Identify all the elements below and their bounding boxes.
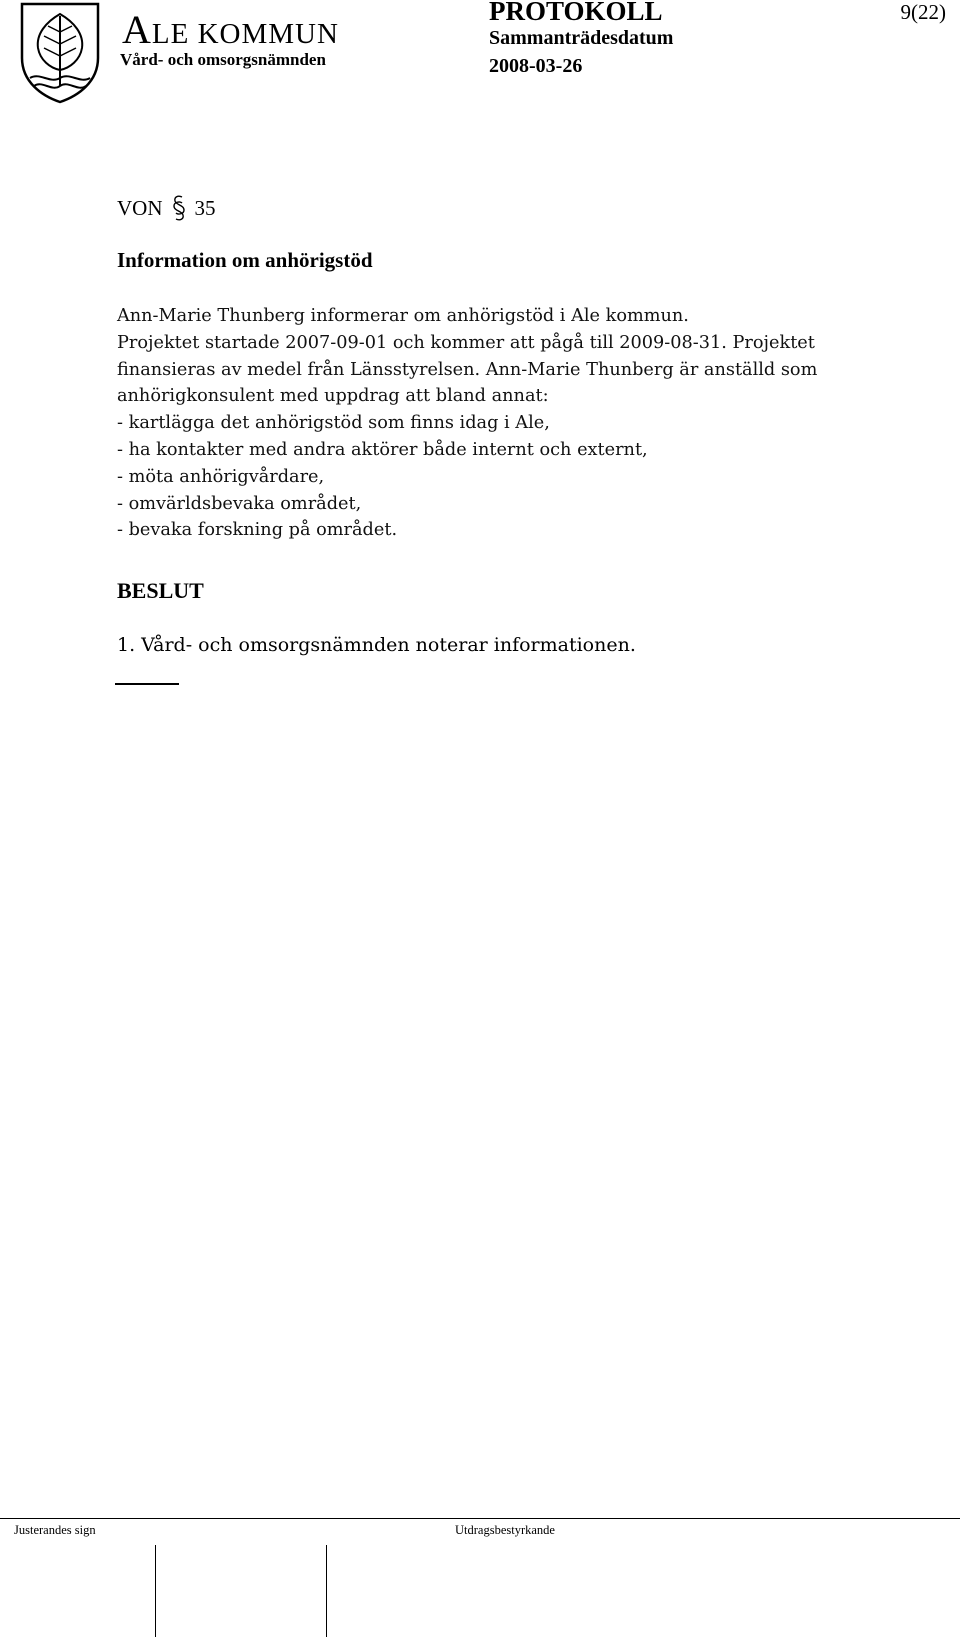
body-text: [117, 303, 877, 544]
signature-box-divider: [326, 1545, 327, 1637]
municipality-logo-icon: [12, 0, 108, 104]
list-item: - bevaka forskning på området.: [117, 520, 398, 541]
body-line: Projektet startade 2007-09-01 och kommer att pågå till 2009-08-31. Projektet: [117, 332, 815, 353]
section-number: 35: [194, 195, 216, 220]
body-line: anhörigkonsulent med uppdrag att bland annat:: [117, 386, 549, 407]
meeting-date-label: Sammanträdesdatum: [489, 27, 674, 49]
extract-verification-label: Utdragsbestyrkande: [455, 1523, 555, 1537]
footer-divider: [0, 1518, 960, 1519]
list-item: - kartlägga det anhörigstöd som finns idag i Ale,: [117, 413, 550, 434]
organization-name: ALE KOMMUN: [122, 7, 339, 52]
paragraph-sign-icon: [169, 193, 189, 223]
section-title: Information om anhörigstöd: [117, 248, 373, 272]
end-divider: [115, 683, 179, 685]
document-type: PROTOKOLL: [489, 0, 663, 26]
body-line: Ann-Marie Thunberg informerar om anhörigstöd i Ale kommun.: [117, 306, 689, 326]
page-number: 9(22): [900, 0, 946, 24]
body-line: finansieras av medel från Länsstyrelsen. Ann-Marie Thunberg är anställd som: [117, 359, 818, 380]
signature-box-divider: [155, 1545, 156, 1637]
list-item: - möta anhörigvårdare,: [117, 466, 325, 487]
list-item: - ha kontakter med andra aktörer både internt och externt,: [117, 439, 648, 460]
decision-heading: BESLUT: [117, 578, 204, 603]
organization-unit: Vård- och omsorgsnämnden: [120, 50, 326, 69]
section-prefix: VON: [117, 195, 163, 220]
section-id: [117, 193, 216, 223]
signature-label: Justerandes sign: [14, 1523, 96, 1537]
meeting-date: 2008-03-26: [489, 55, 583, 77]
list-item: - omvärldsbevaka området,: [117, 493, 362, 514]
decision-item: 1. Vård- och omsorgsnämnden noterar informationen.: [117, 634, 636, 656]
